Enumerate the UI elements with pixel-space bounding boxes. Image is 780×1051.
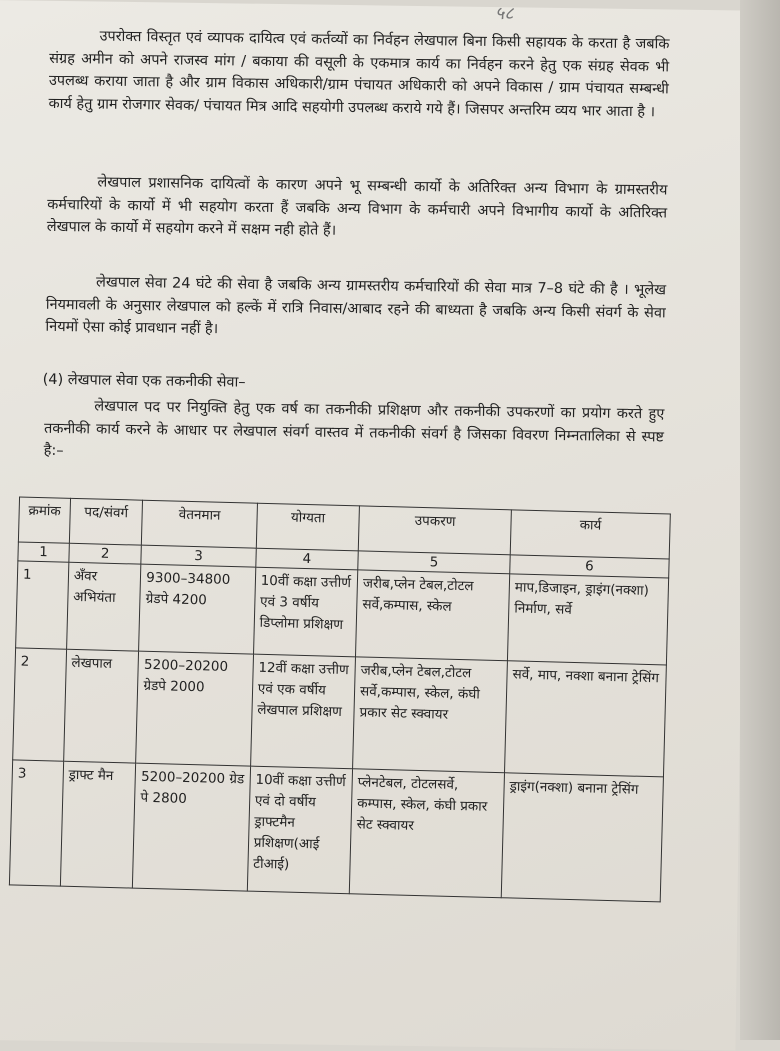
header-equipment: उपकरण — [358, 506, 511, 555]
cell-equipment: जरीब,प्लेन टेबल,टोटल सर्वे,कम्पास, स्केल — [356, 570, 510, 661]
column-number: 3 — [141, 545, 256, 567]
post-comparison-table — [9, 496, 671, 902]
cell-pay-scale: 9300–34800 ग्रेडपे 4200 — [139, 564, 256, 654]
cell-equipment: जरीब,प्लेन टेबल,टोटल सर्वे,कम्पास, स्केल, कंघी प्रकार सेट स्क्वायर — [353, 657, 508, 773]
cell-qualification: 10वीं कक्षा उत्तीर्ण एवं दो वर्षीय ड्राफ्टमैन प्रशिक्षण(आई टीआई) — [247, 766, 353, 894]
paragraph-2-text: लेखपाल प्रशासनिक दायित्वों के कारण अपने भू सम्बन्धी कार्यो के अतिरिक्त अन्य विभाग के ग्रामस्तरीय कर्मचारियों के कार्यो में भी सहयोग करता हैं जबकि अन्य विभाग के कर्मचारी अपने विभागीय कार्यो के अतिरिक्त लेखपाल के कार्यो में सहयोग करने में सक्षम नही होते हैं। — [46, 174, 668, 239]
column-number: 2 — [69, 543, 142, 564]
header-post: पद/संवर्ग — [69, 498, 143, 545]
cell-work: ड्राइंग(नक्शा) बनाना ट्रेसिंग — [501, 773, 663, 902]
section-paragraph — [44, 395, 665, 471]
paragraph-3 — [45, 271, 666, 347]
cell-post: ड्राफ्ट मैन — [60, 761, 136, 888]
cell-qualification: 12वीं कक्षा उत्तीण एवं एक वर्षीय लेखपाल प्रशिक्षण — [250, 654, 355, 769]
cell-serial: 1 — [16, 561, 69, 649]
cell-serial: 2 — [13, 648, 67, 761]
section-heading: (4) लेखपाल सेवा एक तकनीकी सेवा– — [42, 371, 246, 391]
table-row — [16, 561, 669, 665]
page-edge-shadow — [740, 0, 780, 1040]
column-number: 1 — [18, 542, 69, 562]
column-number: 4 — [256, 548, 359, 570]
paragraph-3-text: लेखपाल सेवा 24 घंटे की सेवा है जबकि अन्य ग्रामस्तरीय कर्मचारियों की सेवा मात्र 7–8 घंटे की है । भूलेख नियमावली के अनुसार लेखपाल को हल्कें में रात्रि निवास/आबाद रहने की बाध्यता है जबकि अन्य किसी संवर्ग के सेवा नियमों ऐसा कोई प्रावधान नहीं है। — [45, 274, 667, 338]
column-number: 5 — [358, 551, 510, 574]
paragraph-2 — [47, 171, 668, 247]
cell-equipment: प्लेनटेबल, टोटलसर्वे, कम्पास, स्केल, कंघी प्रकार सेट स्क्वायर — [349, 769, 504, 898]
header-qualification: योग्यता — [256, 503, 359, 551]
header-work: कार्य — [510, 510, 670, 559]
column-number: 6 — [510, 555, 669, 578]
cell-qualification: 10वीं कक्षा उत्तीर्ण एवं 3 वर्षीय डिप्लोमा प्रशिक्षण — [253, 567, 358, 657]
header-pay-scale: वेतनमान — [142, 500, 258, 548]
table-row — [9, 760, 663, 902]
cell-pay-scale: 5200–20200 ग्रेड पे 2800 — [133, 763, 251, 891]
header-serial: क्रमांक — [18, 497, 70, 543]
cell-work: माप,डिजाइन, ड्राइंग(नक्शा) निर्माण, सर्वे — [507, 574, 668, 665]
paragraph-1-text: उपरोक्त विस्तृत एवं व्यापक दायित्व एवं कर्तव्यों का निर्वहन लेखपाल बिना किसी सहायक के करता है जबकि संग्रह अमीन को अपने राजस्व मांग / बकाया की वसूली के एकमात्र कार्य का निर्वहन करने हेतु एक संग्रह सेवक भी उपलब्ध कराया जाता है और ग्राम विकास अधिकारी/ग्राम पंचायत अधिकारी को अपने विकास / ग्राम पंचायत सम्बन्धी कार्य हेतु ग्राम रोजगार सेवक/ पंचायत मित्र आदि सहयोगी उपलब्ध कराये गये हैं। जिसपर अन्तरिम व्यय भार आता है । — [48, 28, 670, 120]
section-paragraph-text: लेखपाल पद पर नियुक्ति हेतु एक वर्ष का तकनीकी प्रशिक्षण और तकनीकी उपकरणों का प्रयोग करते हुए तकनीकी कार्य करने के आधार पर लेखपाल संवर्ग वास्तव में तकनीकी संवर्ग है जिसका विवरण निम्नतालिका से स्पष्ट है:– — [43, 398, 665, 460]
cell-pay-scale: 5200–20200 ग्रेडपे 2000 — [136, 651, 253, 766]
cell-work: सर्वे, माप, नक्शा बनाना ट्रेसिंग — [505, 661, 667, 777]
table-row — [13, 648, 667, 777]
cell-post: लेखपाल — [63, 649, 138, 763]
cell-post: अँवर अभियंता — [66, 562, 141, 651]
page-number: ५८ — [494, 3, 514, 25]
cell-serial: 3 — [9, 760, 63, 886]
paragraph-1 — [48, 25, 669, 124]
